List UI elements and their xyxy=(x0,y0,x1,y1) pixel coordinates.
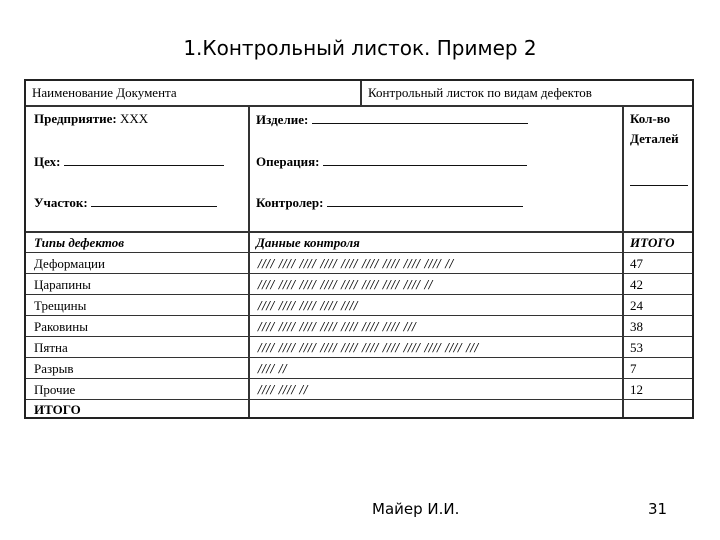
defect-total: 24 xyxy=(630,298,643,313)
enterprise-value: XXX xyxy=(120,111,149,126)
header-total: ИТОГО xyxy=(630,235,675,250)
controller-field xyxy=(256,194,523,211)
shop-label: Цех: xyxy=(34,154,61,169)
header-control-data: Данные контроля xyxy=(256,235,360,250)
tally-marks: //// //// // xyxy=(258,383,309,396)
tally-marks: //// //// //// //// //// xyxy=(258,299,359,312)
defect-name: Прочие xyxy=(34,382,76,397)
operation-blank-line xyxy=(323,153,527,166)
controller-blank-line xyxy=(327,194,523,207)
divider xyxy=(26,378,692,379)
defect-total: 53 xyxy=(630,340,643,355)
product-blank-line xyxy=(312,111,528,124)
defect-name: Пятна xyxy=(34,340,68,355)
defect-name: Раковины xyxy=(34,319,88,334)
page-number: 31 xyxy=(648,500,668,518)
enterprise-field xyxy=(34,111,148,127)
divider xyxy=(26,231,692,233)
tally-marks: //// //// //// //// //// //// //// //// // xyxy=(258,278,433,291)
defect-name: Царапины xyxy=(34,277,91,292)
parts-count-label-2: Деталей xyxy=(630,131,679,146)
defect-total: 7 xyxy=(630,361,637,376)
divider xyxy=(360,81,362,106)
author-name: Майер И.И. xyxy=(372,500,460,518)
divider xyxy=(26,252,692,253)
parts-count-field xyxy=(630,173,688,190)
defect-total: 47 xyxy=(630,256,643,271)
tally-marks: //// //// //// //// //// //// //// //// //// // xyxy=(258,257,454,270)
controller-label: Контролер: xyxy=(256,195,324,210)
operation-field xyxy=(256,153,527,170)
product-field xyxy=(256,111,528,128)
defect-total: 42 xyxy=(630,277,643,292)
shop-field xyxy=(34,153,224,170)
divider xyxy=(26,315,692,316)
check-sheet xyxy=(24,79,694,419)
grand-total-label: ИТОГО xyxy=(34,402,81,417)
defect-name: Деформации xyxy=(34,256,105,271)
divider xyxy=(26,399,692,400)
divider xyxy=(622,106,624,417)
slide-title: 1.Контрольный листок. Пример 2 xyxy=(183,36,537,60)
parts-count-label-1: Кол-во xyxy=(630,111,671,126)
divider xyxy=(26,336,692,337)
divider xyxy=(26,105,692,107)
divider xyxy=(26,273,692,274)
defect-total: 12 xyxy=(630,382,643,397)
header-defect-types: Типы дефектов xyxy=(34,235,124,250)
enterprise-label: Предприятие: xyxy=(34,111,117,126)
defect-total: 38 xyxy=(630,319,643,334)
section-blank-line xyxy=(91,194,217,207)
shop-blank-line xyxy=(64,153,224,166)
operation-label: Операция: xyxy=(256,154,320,169)
tally-marks: //// // xyxy=(258,362,288,375)
doc-name-value: Контрольный листок по видам дефектов xyxy=(368,85,592,100)
divider xyxy=(26,357,692,358)
section-field xyxy=(34,194,217,211)
divider xyxy=(26,294,692,295)
divider xyxy=(248,106,250,417)
parts-count-blank-line xyxy=(630,173,688,186)
section-label: Участок: xyxy=(34,195,88,210)
product-label: Изделие: xyxy=(256,112,309,127)
doc-name-label: Наименование Документа xyxy=(32,85,177,100)
defect-name: Разрыв xyxy=(34,361,74,376)
tally-marks: //// //// //// //// //// //// //// /// xyxy=(258,320,417,333)
tally-marks: //// //// //// //// //// //// //// //// //// //// /// xyxy=(258,341,479,354)
defect-name: Трещины xyxy=(34,298,87,313)
